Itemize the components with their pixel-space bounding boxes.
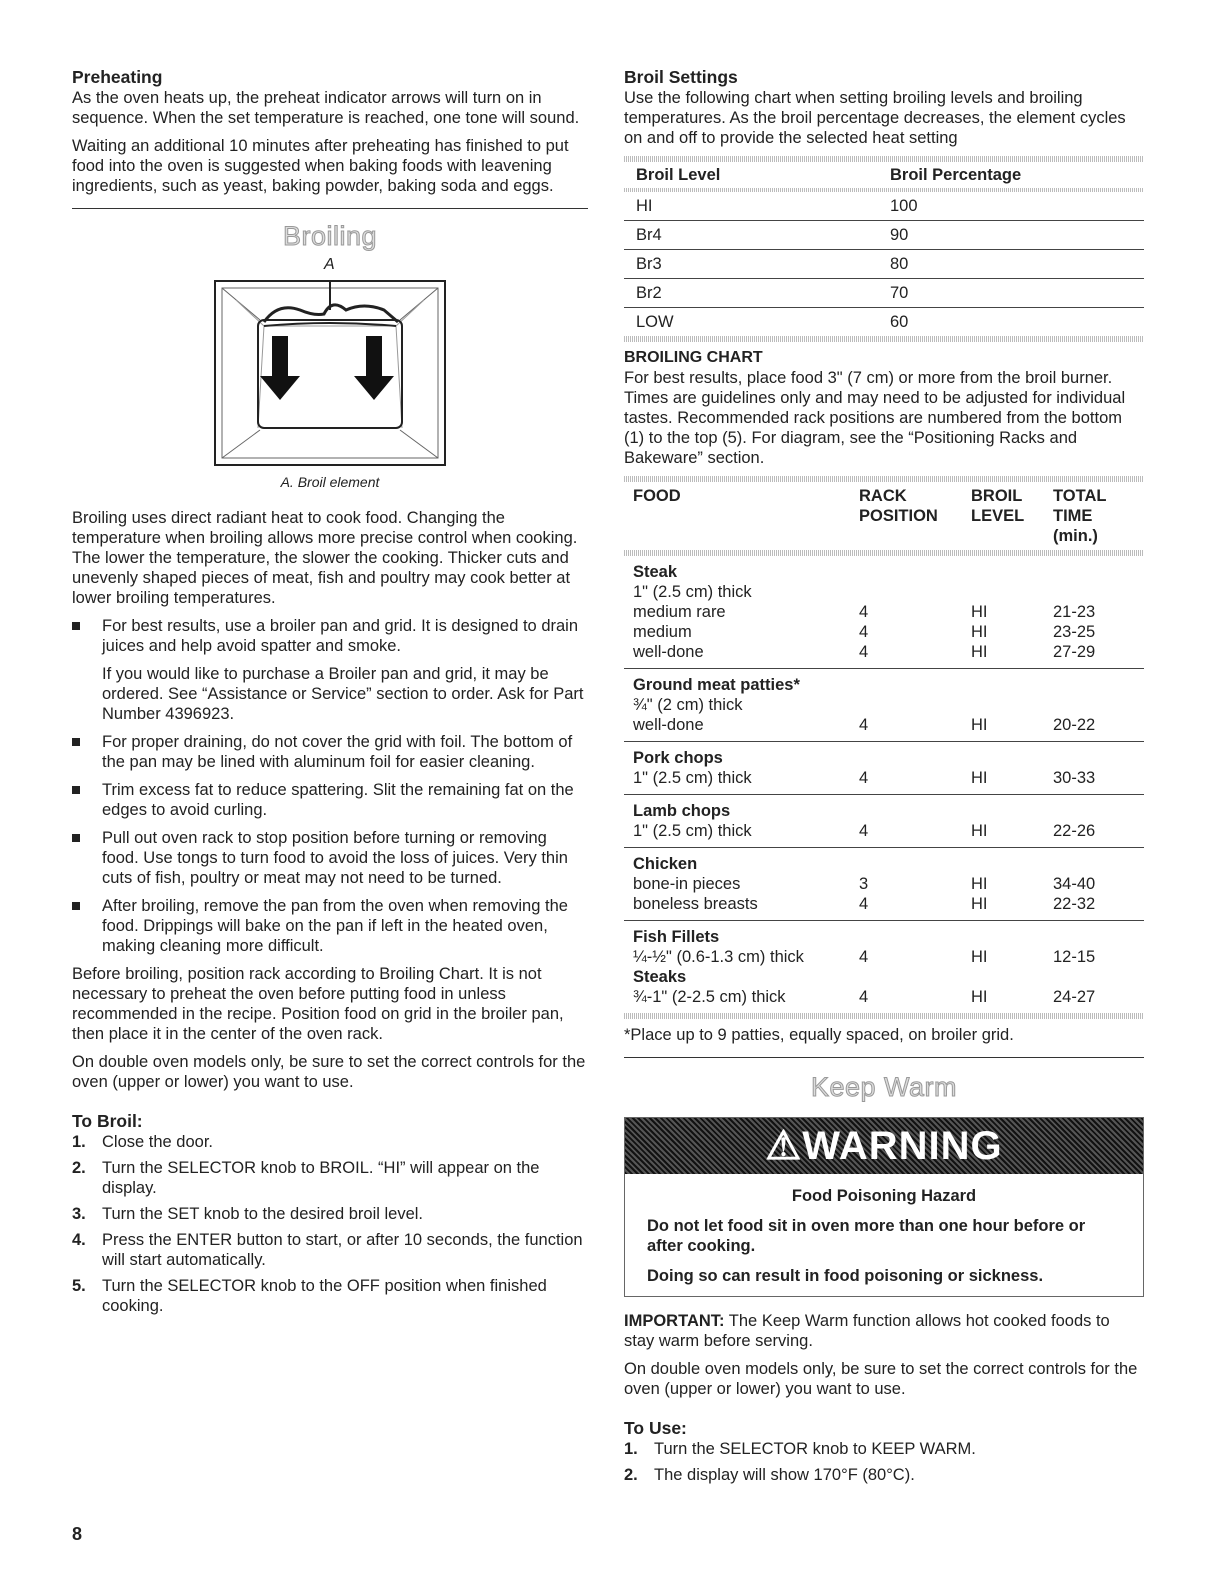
double-oven-paragraph: On double oven models only, be sure to set the correct controls for the oven (upper or lower) you want to use. — [624, 1360, 1138, 1398]
important-paragraph: IMPORTANT: The Keep Warm function allows hot cooked foods to stay warm before serving. — [624, 1312, 1110, 1350]
list-item: After broiling, remove the pan from the oven when removing the food. Drippings will bake on the pan if left in the heated oven, making cleaning more difficult. — [72, 896, 588, 956]
table-row: Steaks — [633, 968, 687, 986]
broiling-tips-list — [72, 616, 588, 956]
broiling-intro: Broiling uses direct radiant heat to cook food. Changing the temperature when broiling allows more precise control when cooking. The lower the temperature, the slower the cooking. Thicker cuts and unevenly shaped pieces of meat, fish and poultry may cook better at lower broiling temperatures. — [72, 509, 578, 607]
right-column — [624, 66, 1144, 1491]
table-row: medium rare 4 HI 21-23 — [633, 603, 1096, 621]
broil-element-figure — [72, 256, 588, 500]
list-item: Trim excess fat to reduce spattering. Slit the remaining fat on the edges to avoid curling. — [72, 780, 588, 820]
broiling-title: Broiling — [282, 221, 378, 251]
list-item: 2. The display will show 170°F (80°C). — [624, 1466, 915, 1484]
table-row: HI 100 — [624, 192, 1144, 221]
table-row: Br2 70 — [624, 279, 1144, 308]
to-broil-heading: To Broil: — [72, 1111, 143, 1131]
table-row: bone-in pieces 3 HI 34-40 — [633, 875, 1096, 893]
column-header: Broil Level — [636, 166, 721, 184]
list-item: 1. Close the door. — [72, 1133, 213, 1151]
table-row: Chicken — [633, 855, 698, 873]
table-row: ¾" (2 cm) thick — [633, 696, 743, 714]
list-item: 4. Press the ENTER button to start, or after 10 seconds, the function will start automatically. — [72, 1231, 583, 1269]
column-header: BROIL LEVEL — [971, 487, 1025, 525]
column-header: Broil Percentage — [890, 166, 1022, 184]
broiling-chart-intro: For best results, place food 3" (7 cm) or more from the broil burner. Times are guidelines only and may need to be adjusted for individual tastes. Recommended rack positions are numbered from the bottom (1) to the top (5). For diagram, see the “Positioning Racks and Bakeware” section. — [624, 369, 1126, 467]
table-row: 1" (2.5 cm) thick 4 HI 30-33 — [624, 768, 1144, 795]
hazard-title: Food Poisoning Hazard — [791, 1187, 977, 1205]
broiling-chart-footnote: *Place up to 9 patties, equally spaced, on broiler grid. — [624, 1026, 1014, 1044]
table-row: 1" (2.5 cm) thick 4 HI 22-26 — [624, 821, 1144, 848]
table-row: Ground meat patties* — [633, 676, 800, 694]
list-item: 2. Turn the SELECTOR knob to BROIL. “HI” will appear on the display. — [72, 1159, 540, 1197]
table-row: Fish Fillets — [633, 928, 720, 946]
column-header: RACK POSITION — [859, 487, 938, 525]
to-broil-steps — [72, 1132, 588, 1316]
table-row: boneless breasts 4 HI 22-32 — [624, 894, 1144, 921]
table-row: medium 4 HI 23-25 — [633, 623, 1096, 641]
preheating-paragraph-2: Waiting an additional 10 minutes after preheating has finished to put food into the oven is suggested when baking foods with leavening ingredients, such as yeast, baking powder, baking soda and eggs. — [72, 137, 569, 195]
column-header: TOTAL TIME (min.) — [1053, 487, 1107, 545]
list-item: 1. Turn the SELECTOR knob to KEEP WARM. — [624, 1440, 976, 1458]
left-column — [72, 66, 588, 1322]
table-row: well-done 4 HI 27-29 — [624, 642, 1144, 669]
table-row: Br4 90 — [624, 221, 1144, 250]
figure-label: A — [324, 256, 335, 273]
page-number: 8 — [72, 1524, 83, 1544]
preheating-paragraph-1: As the oven heats up, the preheat indicator arrows will turn on in sequence. When the set temperature is reached, one tone will sound. — [72, 89, 580, 127]
list-item: For best results, use a broiler pan and grid. It is designed to drain juices and help avoid spatter and smoke. If you would like to purchase a Broiler pan and grid, it may be ordered. See “Assistance or Service” section to order. Ask for Part Number 4396923. — [72, 616, 588, 724]
column-header: FOOD — [633, 487, 681, 505]
table-row: LOW 60 — [636, 313, 909, 331]
table-row: well-done 4 HI 20-22 — [624, 715, 1144, 742]
list-item: 5. Turn the SELECTOR knob to the OFF position when finished cooking. — [72, 1277, 547, 1315]
list-item-subtext: If you would like to purchase a Broiler pan and grid, it may be ordered. See “Assistance or Service” section to order. Ask for Part Number 4396923. — [102, 665, 584, 723]
table-row: Lamb chops — [633, 802, 731, 820]
table-row: ¼-½" (0.6-1.3 cm) thick 4 HI 12-15 — [633, 948, 1096, 966]
bullet-square-icon — [72, 902, 80, 910]
table-header-row — [624, 482, 1144, 550]
broil-settings-heading: Broil Settings — [624, 67, 738, 87]
to-use-heading: To Use: — [624, 1418, 687, 1438]
table-row: Pork chops — [633, 749, 723, 767]
warning-label: ⚠WARNING — [765, 1124, 1003, 1168]
warning-text-1: Do not let food sit in oven more than one hour before or after cooking. — [647, 1217, 1086, 1255]
broiling-chart-table — [624, 482, 1144, 1013]
bullet-square-icon — [72, 622, 80, 630]
list-item: Pull out oven rack to stop position before turning or removing food. Use tongs to turn food to avoid the loss of juices. Very thin cuts of fish, poultry or meat may not need to be turned. — [72, 828, 588, 888]
oven-broil-diagram — [214, 280, 446, 466]
broil-level-table — [624, 162, 1144, 336]
table-row: 1" (2.5 cm) thick — [633, 583, 752, 601]
preheating-heading: Preheating — [72, 67, 163, 87]
broiling-chart-heading: BROILING CHART — [624, 349, 763, 366]
warning-header — [625, 1118, 1143, 1174]
section-divider — [72, 208, 588, 209]
list-item: For proper draining, do not cover the grid with foil. The bottom of the pan may be lined with aluminum foil for easier cleaning. — [72, 732, 588, 772]
bullet-square-icon — [72, 738, 80, 746]
warning-text-2: Doing so can result in food poisoning or sickness. — [647, 1267, 1044, 1285]
table-row: ¾-1" (2-2.5 cm) thick 4 HI 24-27 — [633, 988, 1096, 1006]
bullet-square-icon — [72, 786, 80, 794]
to-use-steps — [624, 1439, 1144, 1485]
table-bottom-border — [624, 1013, 1144, 1019]
table-row: Steak — [633, 563, 678, 581]
before-broiling-paragraph: Before broiling, position rack according to Broiling Chart. It is not necessary to preheat the oven before putting food in unless recommended in the recipe. Position food on grid in the broiler pan, then place it in the center of the oven rack. — [72, 965, 564, 1043]
table-bottom-border — [624, 336, 1144, 342]
warning-box — [624, 1117, 1144, 1297]
list-item: 3. Turn the SET knob to the desired broil level. — [72, 1205, 424, 1223]
table-header-row — [624, 162, 1144, 188]
table-row: Br3 80 — [624, 250, 1144, 279]
important-label: IMPORTANT: — [624, 1312, 725, 1330]
section-divider — [624, 1057, 1144, 1058]
warning-body — [625, 1174, 1143, 1296]
double-oven-paragraph: On double oven models only, be sure to set the correct controls for the oven (upper or lower) you want to use. — [72, 1053, 586, 1091]
broil-settings-intro: Use the following chart when setting broiling levels and broiling temperatures. As the broil percentage decreases, the element cycles on and off to provide the selected heat setting — [624, 89, 1126, 147]
figure-caption: A. Broil element — [280, 474, 380, 490]
keep-warm-title: Keep Warm — [810, 1072, 958, 1102]
bullet-square-icon — [72, 834, 80, 842]
